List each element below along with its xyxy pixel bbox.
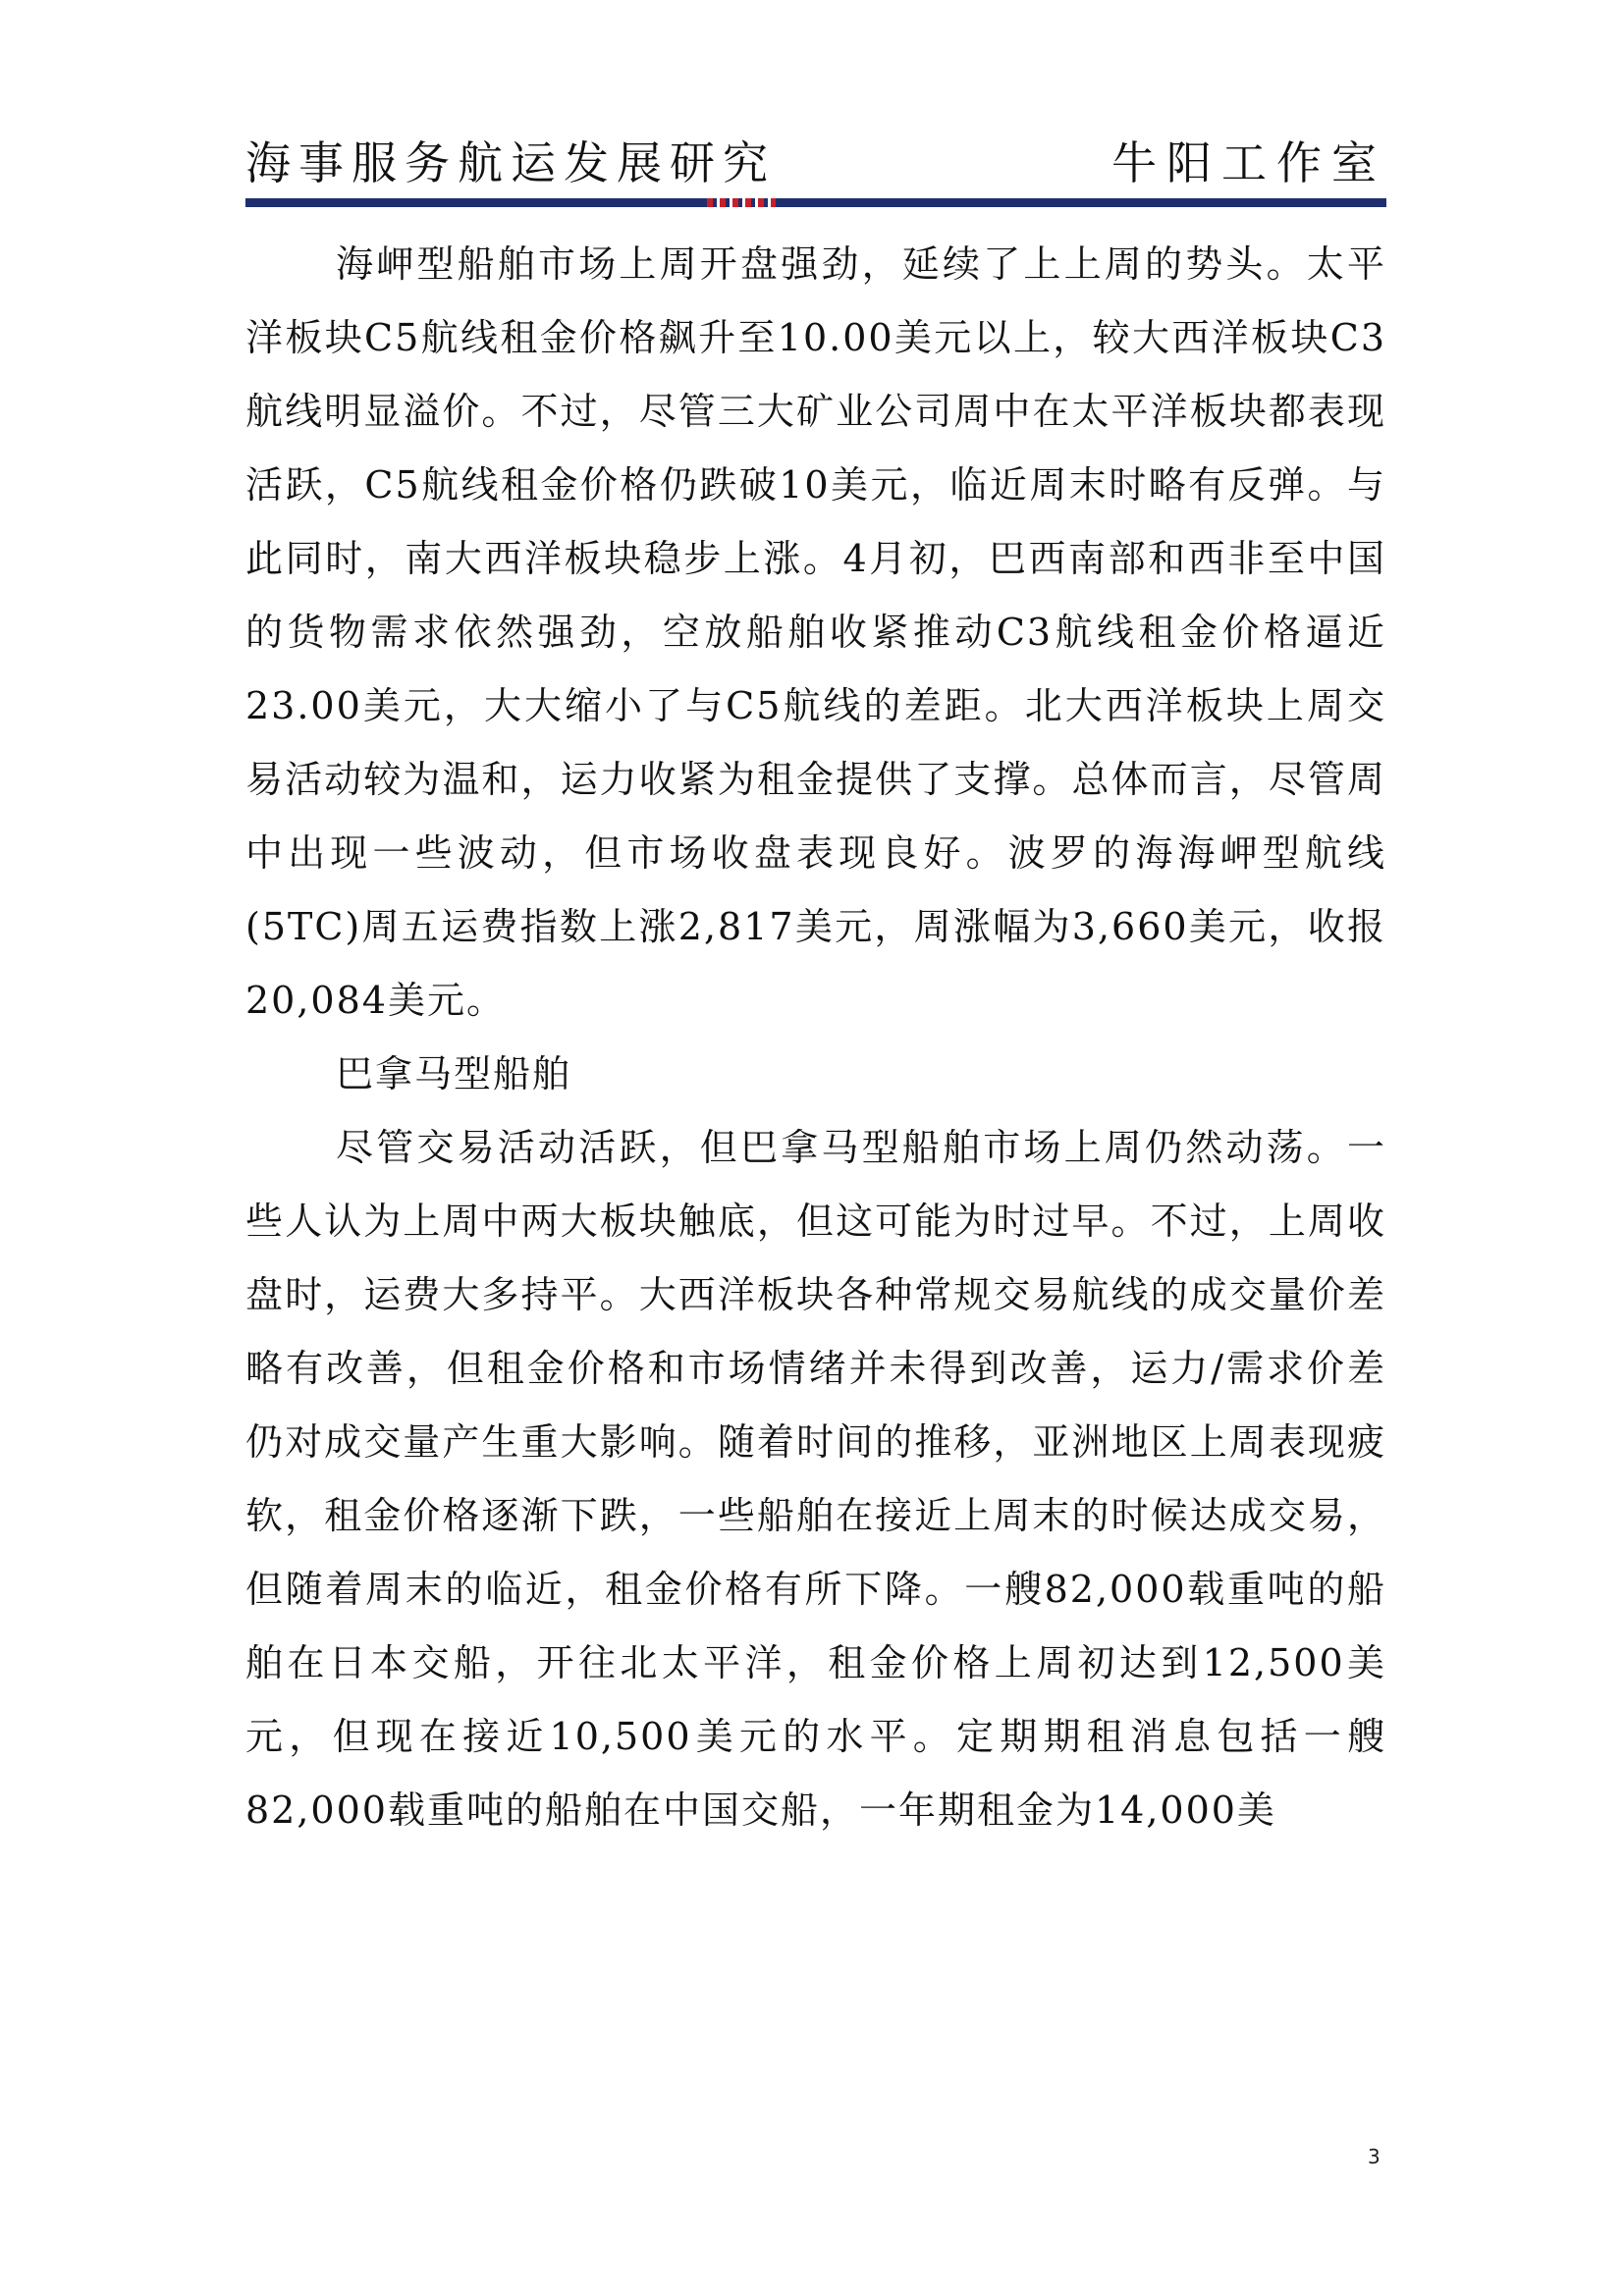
page-number: 3	[1368, 2145, 1380, 2168]
document-body	[245, 228, 1386, 1847]
header-rule-right-segment	[776, 198, 1386, 207]
panamax-paragraph: 尽管交易活动活跃，但巴拿马型船舶市场上周仍然动荡。一些人认为上周中两大板块触底，但这可能为时过早。不过，上周收盘时，运费大多持平。大西洋板块各种常规交易航线的成交量价差略有改善，但租金价格和市场情绪并未得到改善，运力/需求价差仍对成交量产生重大影响。随着时间的推移，亚洲地区上周表现疲软，租金价格逐渐下跌，一些船舶在接近上周末的时候达成交易，但随着周末的临近，租金价格有所下降。一艘82,000载重吨的船舶在日本交船，开往北太平洋，租金价格上周初达到12,500美元，但现在接近10,500美元的水平。定期期租消息包括一艘82,000载重吨的船舶在中国交船，一年期租金为14,000美	[245, 1126, 1386, 1832]
capesize-paragraph: 海岬型船舶市场上周开盘强劲，延续了上上周的势头。太平洋板块C5航线租金价格飙升至10.00美元以上，较大西洋板块C3航线明显溢价。不过，尽管三大矿业公司周中在太平洋板块都表现活跃，C5航线租金价格仍跌破10美元，临近周末时略有反弹。与此同时，南大西洋板块稳步上涨。4月初，巴西南部和西非至中国的货物需求依然强劲，空放船舶收紧推动C3航线租金价格逼近23.00美元，大大缩小了与C5航线的差距。北大西洋板块上周交易活动较为温和，运力收紧为租金提供了支撑。总体而言，尽管周中出现一些波动，但市场收盘表现良好。波罗的海海岬型航线(5TC)周五运费指数上涨2,817美元，周涨幅为3,660美元，收报20,084美元。	[245, 242, 1386, 1022]
panamax-subheading: 巴拿马型船舶	[336, 1052, 572, 1095]
running-header	[245, 128, 1386, 196]
header-studio-name: 牛阳工作室	[1111, 136, 1386, 189]
header-rule	[245, 198, 1386, 207]
header-series-title: 海事服务航运发展研究	[245, 136, 776, 189]
header-rule-left-segment	[245, 198, 707, 207]
header-rule-flag-stripe	[707, 198, 776, 207]
